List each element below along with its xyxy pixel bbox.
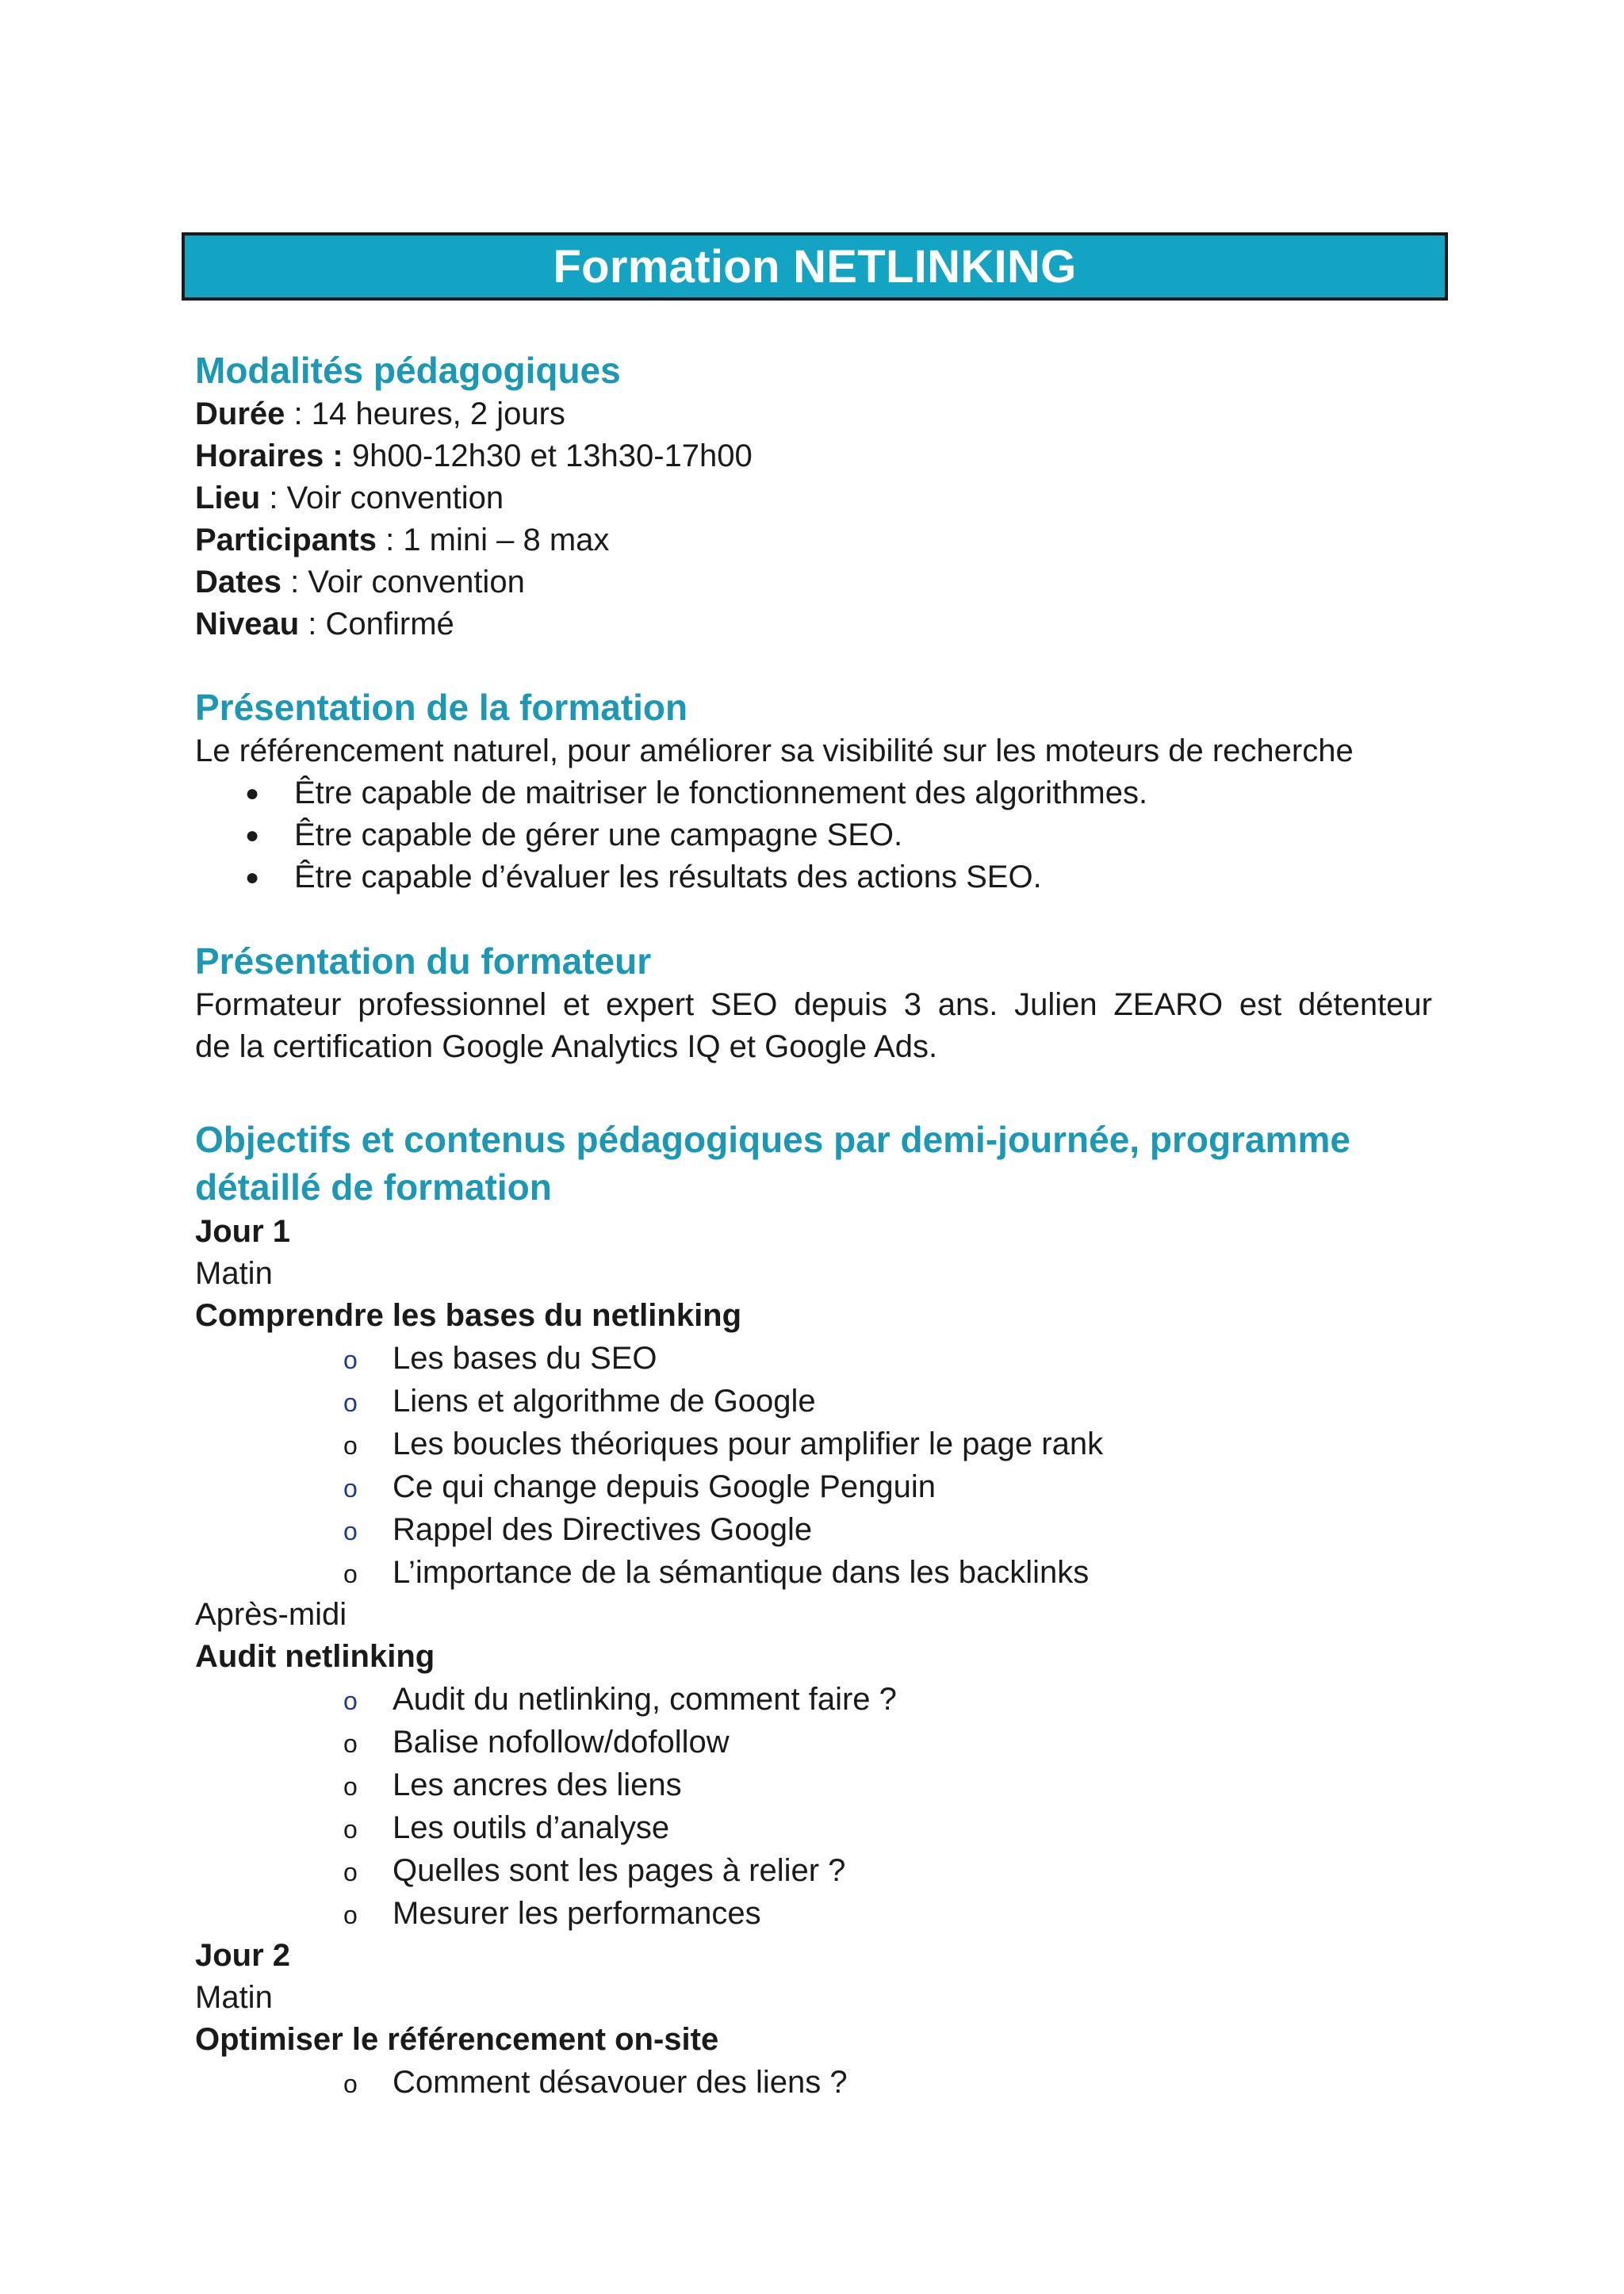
jour1-matin-label: Matin [195,1256,273,1291]
circle-bullet-icon: o [343,1772,358,1801]
list-item: ● Être capable de gérer une campagne SEO. [245,814,1432,856]
objectifs-section [195,1116,1432,2104]
presentation-formation-heading: Présentation de la formation [195,687,688,728]
document-body [195,347,1432,2144]
circle-bullet-icon: o [343,1474,358,1503]
jour2-label: Jour 2 [195,1938,291,1973]
presentation-formateur-section [195,938,1432,1068]
formateur-paragraph: Formateur professionnel et expert SEO depuis 3 ans. Julien ZEARO est détenteur de la certification Google Analytics IQ et Google Ads. [195,987,1432,1064]
info-row-participants: Participants : 1 mini – 8 max [195,523,610,557]
list-item: ● Être capable de maitriser le fonctionnement des algorithmes. [245,772,1432,814]
circle-bullet-icon: o [343,1388,358,1417]
list-item: o Les outils d’analyse [343,1806,1432,1849]
list-item: o Les bases du SEO [343,1337,1432,1380]
list-item: o Ce qui change depuis Google Penguin [343,1465,1432,1508]
circle-bullet-icon: o [343,1815,358,1844]
list-item: o Liens et algorithme de Google [343,1380,1432,1423]
info-row-niveau: Niveau : Confirmé [195,607,454,641]
objectives-bullet-list [195,772,1432,898]
jour1-aprem-label: Après-midi [195,1597,347,1632]
circle-bullet-icon: o [343,1517,358,1545]
info-row-duree: Durée : 14 heures, 2 jours [195,396,565,431]
jour2-matin-list [195,2061,1432,2104]
circle-bullet-icon: o [343,1729,358,1758]
list-item: ● Être capable d’évaluer les résultats des actions SEO. [245,856,1432,898]
circle-bullet-icon: o [343,1560,358,1588]
jour1-label: Jour 1 [195,1214,291,1249]
info-row-lieu: Lieu : Voir convention [195,481,504,515]
objectifs-heading: Objectifs et contenus pédagogiques par demi-journée, programme détaillé de formation [195,1119,1350,1208]
info-row-dates: Dates : Voir convention [195,565,525,599]
list-item: o Quelles sont les pages à relier ? [343,1849,1432,1892]
jour1-aprem-title: Audit netlinking [195,1639,435,1674]
jour2-matin-title: Optimiser le référencement on-site [195,2022,719,2057]
jour2-matin-label: Matin [195,1980,273,2015]
presentation-formateur-heading: Présentation du formateur [195,940,652,982]
circle-bullet-icon: o [343,2070,358,2098]
bullet-icon: ● [245,864,260,890]
list-item: o Mesurer les performances [343,1892,1432,1935]
circle-bullet-icon: o [343,1858,358,1886]
presentation-formation-section [195,684,1432,898]
circle-bullet-icon: o [343,1346,358,1374]
jour1-aprem-list [195,1678,1432,1935]
circle-bullet-icon: o [343,1687,358,1715]
bullet-icon: ● [245,780,260,806]
jour1-matin-list [195,1337,1432,1594]
bullet-icon: ● [245,822,260,848]
list-item: o L’importance de la sémantique dans les backlinks [343,1551,1432,1594]
list-item: o Comment désavouer des liens ? [343,2061,1432,2104]
list-item: o Audit du netlinking, comment faire ? [343,1678,1432,1721]
modalites-section [195,347,1432,645]
info-row-horaires: Horaires : 9h00-12h30 et 13h30-17h00 [195,439,753,473]
page-title: Formation NETLINKING [553,240,1077,293]
list-item: o Rappel des Directives Google [343,1508,1432,1551]
list-item: o Les ancres des liens [343,1764,1432,1806]
list-item: o Les boucles théoriques pour amplifier le page rank [343,1423,1432,1465]
circle-bullet-icon: o [343,1431,358,1460]
jour1-matin-title: Comprendre les bases du netlinking [195,1298,742,1333]
presentation-intro: Le référencement naturel, pour améliorer sa visibilité sur les moteurs de recherche [195,733,1354,768]
title-banner [182,232,1448,301]
modalites-heading: Modalités pédagogiques [195,350,621,391]
list-item: o Balise nofollow/dofollow [343,1721,1432,1764]
circle-bullet-icon: o [343,1901,358,1929]
